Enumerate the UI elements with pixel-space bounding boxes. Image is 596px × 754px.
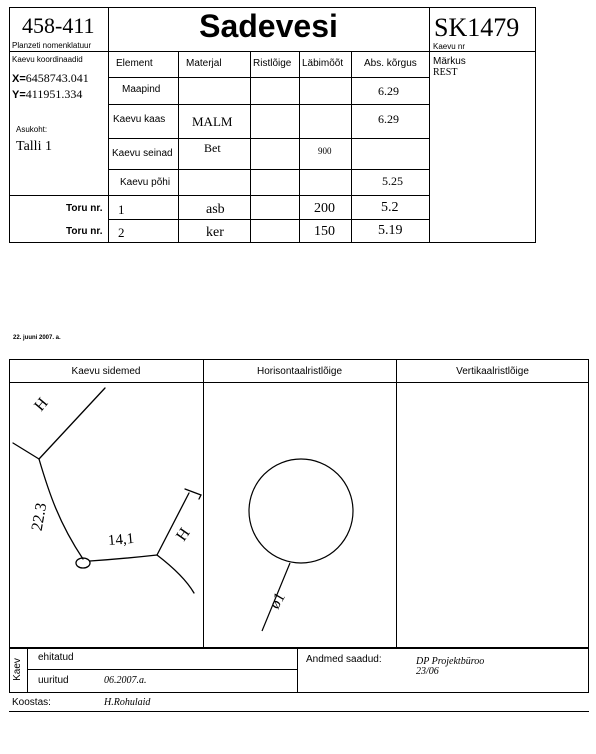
table-line <box>108 77 429 78</box>
table-line <box>178 51 179 243</box>
location-label: Asukoht: <box>16 125 48 134</box>
row-element: Kaevu seinad <box>112 148 173 159</box>
table-line <box>108 104 429 105</box>
table-line <box>108 169 429 170</box>
document-date: 22. juuni 2007. a. <box>13 335 61 341</box>
row-material: MALM <box>192 114 233 129</box>
header-divider <box>9 51 536 52</box>
row-element: Maapind <box>122 84 161 95</box>
well-divider <box>429 7 430 195</box>
well-number: SK1479 <box>434 13 520 42</box>
pipe-material: asb <box>206 202 225 217</box>
col-header-material: Materjal <box>186 58 222 69</box>
footer-divider <box>297 647 298 693</box>
connection-line <box>157 493 189 555</box>
pipe-label: Toru nr. <box>66 226 103 237</box>
connection-line <box>90 555 157 561</box>
y-label: Y= <box>12 89 26 101</box>
surveyed-label: uuritud <box>38 675 69 686</box>
connection-line <box>157 555 194 593</box>
row-element: Kaevu põhi <box>120 177 171 188</box>
plan-label: Planzeti nomenklatuur <box>12 41 92 50</box>
col-header-height: Abs. kõrgus <box>364 58 417 69</box>
pipe-diameter: 150 <box>314 224 335 239</box>
well-label: Kaevu nr <box>433 42 466 51</box>
table-line <box>351 51 352 243</box>
left-length-annotation: 22.3 <box>28 501 51 533</box>
row-height: 6.29 <box>378 112 399 126</box>
row-element: Kaevu kaas <box>113 114 166 125</box>
author-underline <box>9 711 589 712</box>
table-line <box>108 219 429 220</box>
data-from-value: DP Projektbüroo <box>416 656 485 667</box>
horizontal-section-sketch <box>204 383 396 648</box>
table-line <box>9 195 429 196</box>
row-diameter: 900 <box>318 146 332 156</box>
x-label: X= <box>12 73 26 85</box>
footer-divider <box>27 669 297 670</box>
well-side-label: Kaev <box>11 658 23 681</box>
row-height: 5.25 <box>382 174 403 188</box>
sketch-divider <box>396 359 397 649</box>
row-height: 6.29 <box>378 84 399 98</box>
col-header-diameter: Läbimõõt <box>302 58 344 69</box>
connection-line <box>13 443 39 459</box>
right-marker: H <box>173 525 194 545</box>
built-label: ehitatud <box>38 652 74 663</box>
author-label: Koostas: <box>12 697 51 708</box>
remarks-value: REST <box>433 67 458 78</box>
pipe-height: 5.2 <box>381 200 399 215</box>
pipe-label: Toru nr. <box>66 203 103 214</box>
footer-divider <box>27 647 28 693</box>
pipe-height: 5.19 <box>378 223 403 238</box>
y-coordinate <box>12 87 82 102</box>
well-circle <box>249 459 353 563</box>
data-from-date: 23/06 <box>416 666 439 677</box>
author-value: H.Rohulaid <box>104 697 151 708</box>
connection-line <box>39 388 105 459</box>
table-line <box>429 195 430 243</box>
section-title-horizontal: Horisontaalristlõige <box>256 366 343 377</box>
col-header-section: Ristlõige <box>253 58 292 69</box>
pipe-material: ker <box>206 225 224 240</box>
remarks-label: Märkus <box>433 56 466 67</box>
top-line-marker: H <box>31 394 52 415</box>
row-material: Bet <box>204 141 221 155</box>
table-line <box>250 51 251 243</box>
pipe-number: 1 <box>118 202 125 217</box>
table-line <box>108 138 429 139</box>
section-title-vertical: Vertikaalristlõige <box>456 366 529 377</box>
page-title: Sadevesi <box>199 8 338 44</box>
section-title-connections: Kaevu sidemed <box>71 366 141 377</box>
y-value: 411951.334 <box>25 87 83 101</box>
location-value: Talli 1 <box>16 139 52 154</box>
x-value: 6458743.041 <box>25 71 89 85</box>
table-line <box>299 51 300 243</box>
pipe-number: 2 <box>118 225 125 240</box>
plan-number: 458-411 <box>22 13 95 38</box>
right-length-annotation: 14,1 <box>107 530 135 550</box>
coords-label: Kaevu koordinaadid <box>12 55 83 64</box>
table-line <box>108 195 109 243</box>
x-coordinate <box>12 71 89 86</box>
col-header-element: Element <box>116 58 153 69</box>
pipe-diameter: 200 <box>314 201 335 216</box>
surveyed-value: 06.2007.a. <box>104 675 147 686</box>
pipe-diameter-annotation: ø1 <box>266 589 289 612</box>
data-from-label: Andmed saadud: <box>306 654 382 665</box>
footer-frame <box>9 647 589 693</box>
